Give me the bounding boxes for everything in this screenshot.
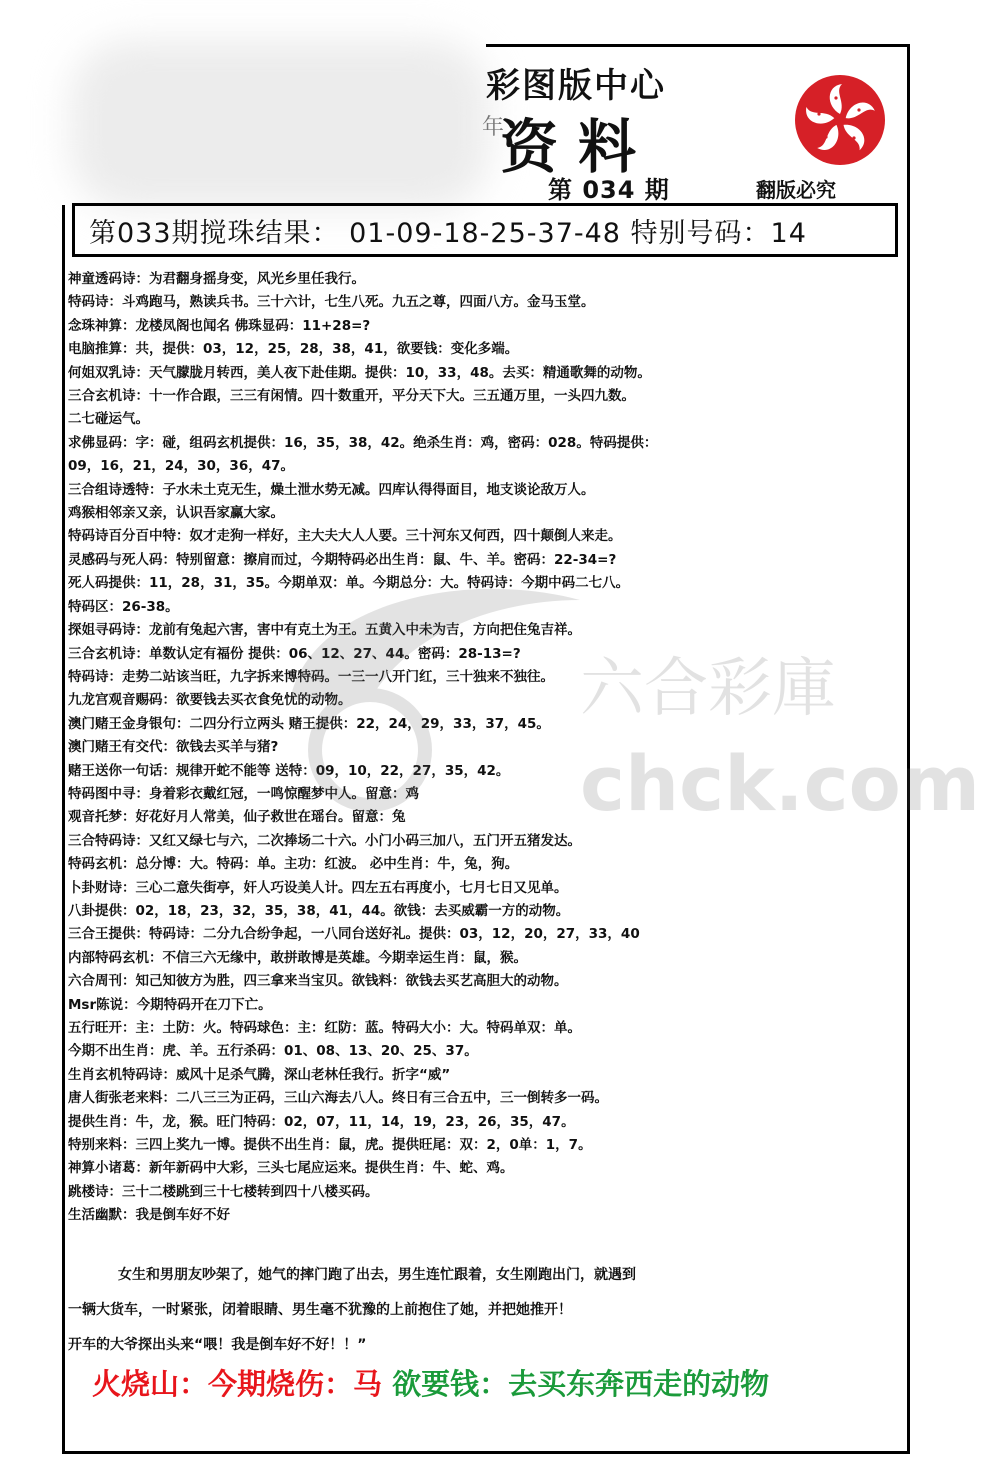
tip-line: 电脑推算：共，提供：03，12，25，28，38，41，欲要钱：变化多端。	[68, 341, 519, 358]
story-line-2: 一辆大货车，一时紧张，闭着眼睛、男生毫不犹豫的上前抱住了她，并把她推开！	[68, 1302, 572, 1318]
tip-line: 神童透码诗：为君翻身摇身变，风光乡里任我行。	[68, 271, 365, 287]
tip-line: 八卦提供：02，18，23，32，35，38，41，44。欲钱：去买威霸一方的动物。	[68, 902, 570, 919]
tip-line: 求佛显码：字：碰，组码玄机提供：16，35，38，42。绝杀生肖：鸡，密码：028。特码提供：	[68, 434, 658, 451]
frame-bottom-border	[62, 1451, 910, 1454]
blurred-region	[70, 40, 490, 210]
tip-line: 今期不出生肖：虎、羊。五行杀码：01、08、13、20、25、37。	[68, 1043, 478, 1060]
tip-line: 澳门赌王金身银句：二四分行立两头 赌王提供：22，24，29，33，37，45。	[68, 715, 550, 732]
tip-line: 三合王提供：特码诗：二分九合纷争起，一八同台送好礼。提供：03，12，20，27，33，40	[68, 926, 640, 943]
humor-story	[68, 1258, 903, 1363]
tip-line: 二七碰运气。	[68, 411, 149, 428]
tip-line: 探姐寻码诗：龙前有兔起六害，害中有克土为王。五黄入中未为吉，方向把住兔吉祥。	[68, 622, 581, 639]
header-title-prefix: 年	[482, 115, 505, 140]
frame-top-border	[486, 44, 910, 47]
tip-line: 生肖玄机特码诗：威风十足杀气腾，深山老林任我行。折字“威”	[68, 1066, 451, 1083]
draw-result-text: 第033期搅珠结果： 01-09-18-25-37-48 特别号码：14	[89, 217, 807, 249]
bottom-banner	[92, 1362, 769, 1403]
tip-line: 何姐双乳诗：天气朦胧月转西，美人夜下赴佳期。提供：10，33，48。去买：精通歌舞的动物。	[68, 364, 651, 381]
tip-line: 澳门赌王有交代：欲钱去买羊与猪?	[68, 739, 279, 756]
tip-line: 五行旺开：主：土防：火。特码球色：主：红防：蓝。特码大小：大。特码单双：单。	[68, 1020, 581, 1036]
watermark-text-2: chck.com	[580, 739, 981, 828]
story-line-3: 开车的大爷探出头来“喂！我是倒车好不好！！”	[68, 1337, 367, 1353]
tip-line: 死人码提供：11，28，31，35。今期单双：单。今期总分：大。特码诗：今期中码二七八。	[68, 575, 630, 592]
tip-line: 六合周刊：知己知彼方为胜，四三拿来当宝贝。欲钱料：欲钱去买艺高胆大的动物。	[68, 973, 568, 990]
tip-line: 特码图中寻：身着彩衣戴红冠，一鸣惊醒梦中人。留意：鸡	[68, 785, 419, 802]
tip-line: 特码玄机：总分博：大。特码：单。主功：红波。 必中生肖：牛，兔，狗。	[68, 856, 519, 873]
tip-line: 三合玄机诗：十一作合跟，三三有闲情。四十数重开，平分天下大。三五通万里，一头四九数。	[68, 388, 635, 405]
tip-line: 唐人街张老来料：二八三三为正码，三山六海去八人。终日有三合五中，三一倒转多一码。	[68, 1090, 608, 1107]
hong-kong-flower-logo	[795, 75, 885, 165]
tip-line: 特码区：26-38。	[68, 598, 179, 615]
tip-line: 九龙宫观音赐码：欲要钱去买衣食免忧的动物。	[68, 692, 352, 709]
tip-line: 特码诗百分百中特：奴才走狗一样好，主大夫大人人要。三十河东又何西，四十颠倒人来走。	[68, 528, 622, 545]
header-title-line2: 资料	[500, 113, 657, 181]
tips-text-block	[68, 268, 903, 1228]
tip-line: 神算小诸葛：新年新码中大彩，三头七尾应运来。提供生肖：牛、蛇、鸡。	[68, 1160, 514, 1177]
tip-line: 提供生肖：牛，龙，猴。旺门特码：02，07，11，14，19，23，26，35，47。	[68, 1113, 575, 1130]
tip-line: 跳楼诗：三十二楼跳到三十七楼转到四十八楼买码。	[68, 1183, 379, 1200]
bottom-banner-green-text: 欲要钱：去买东奔西走的动物	[392, 1367, 770, 1401]
issue-number: 第 034 期	[548, 176, 670, 204]
tip-line: 特别来料：三四上奖九一博。提供不出生肖：鼠，虎。提供旺尾：双：2，0单：1，7。	[68, 1137, 592, 1154]
tip-line: 三合玄机诗：单数认定有福份 提供：06、12、27、44。密码：28-13=?	[68, 645, 521, 662]
copyright-notice: 翻版必究	[756, 178, 836, 202]
story-line-1: 女生和男朋友吵架了，她气的摔门跑了出去，男生连忙跟着，女生刚跑出门，就遇到	[118, 1267, 636, 1283]
tip-line: 生活幽默：我是倒车好不好	[68, 1207, 230, 1224]
tip-line: 观音托梦：好花好月人常美，仙子救世在瑶台。留意：兔	[68, 809, 406, 826]
bottom-banner-red-text: 火烧山：今期烧伤：马	[92, 1367, 383, 1401]
tip-line: 09，16，21，24，30，36，47。	[68, 458, 295, 475]
bauhinia-icon	[795, 75, 885, 165]
tip-line: 卜卦财诗：三心二意失街亭，奸人巧设美人计。四左五右再度小，七月七日又见单。	[68, 879, 568, 896]
tip-line: 三合组诗透特：子水未土克无生，燥土泄水势无减。四库认得得面目，地支谈论敌万人。	[68, 481, 595, 498]
frame-right-border	[907, 44, 910, 1454]
tip-line: 鸡猴相邻亲又亲，认识吾家赢大家。	[68, 505, 284, 522]
frame-left-border	[62, 205, 65, 1454]
tip-line: 念珠神算：龙楼凤阁也闻名 佛珠显码：11+28=?	[68, 317, 371, 334]
tip-line: 内部特码玄机：不信三六无缘中，敢拼敢博是英雄。今期幸运生肖：鼠，猴。	[68, 949, 527, 966]
tip-line: Msr陈说：今期特码开在刀下亡。	[68, 996, 272, 1013]
tip-line: 三合特码诗：又红又绿七与六，二次捧场二十六。小门小码三加八，五门开五猪发达。	[68, 832, 581, 849]
draw-result-bar	[72, 203, 898, 257]
tip-line: 特码诗：走势二站该当旺，九字拆来博特码。一三一八开门红，三十独来不独往。	[68, 668, 554, 685]
tip-line: 灵感码与死人码：特别留意：擦肩而过，今期特码必出生肖：鼠、牛、羊。密码：22-34=?	[68, 551, 617, 568]
tip-line: 赌王送你一句话：规律开蛇不能等 送特：09，10，22，27，35，42。	[68, 762, 510, 779]
tip-line: 特码诗：斗鸡跑马，熟读兵书。三十六计，七生八死。九五之尊，四面八方。金马玉堂。	[68, 294, 595, 311]
watermark-text-1: 六合彩庫	[580, 652, 836, 726]
header-title-line1: 彩图版中心	[486, 66, 666, 106]
